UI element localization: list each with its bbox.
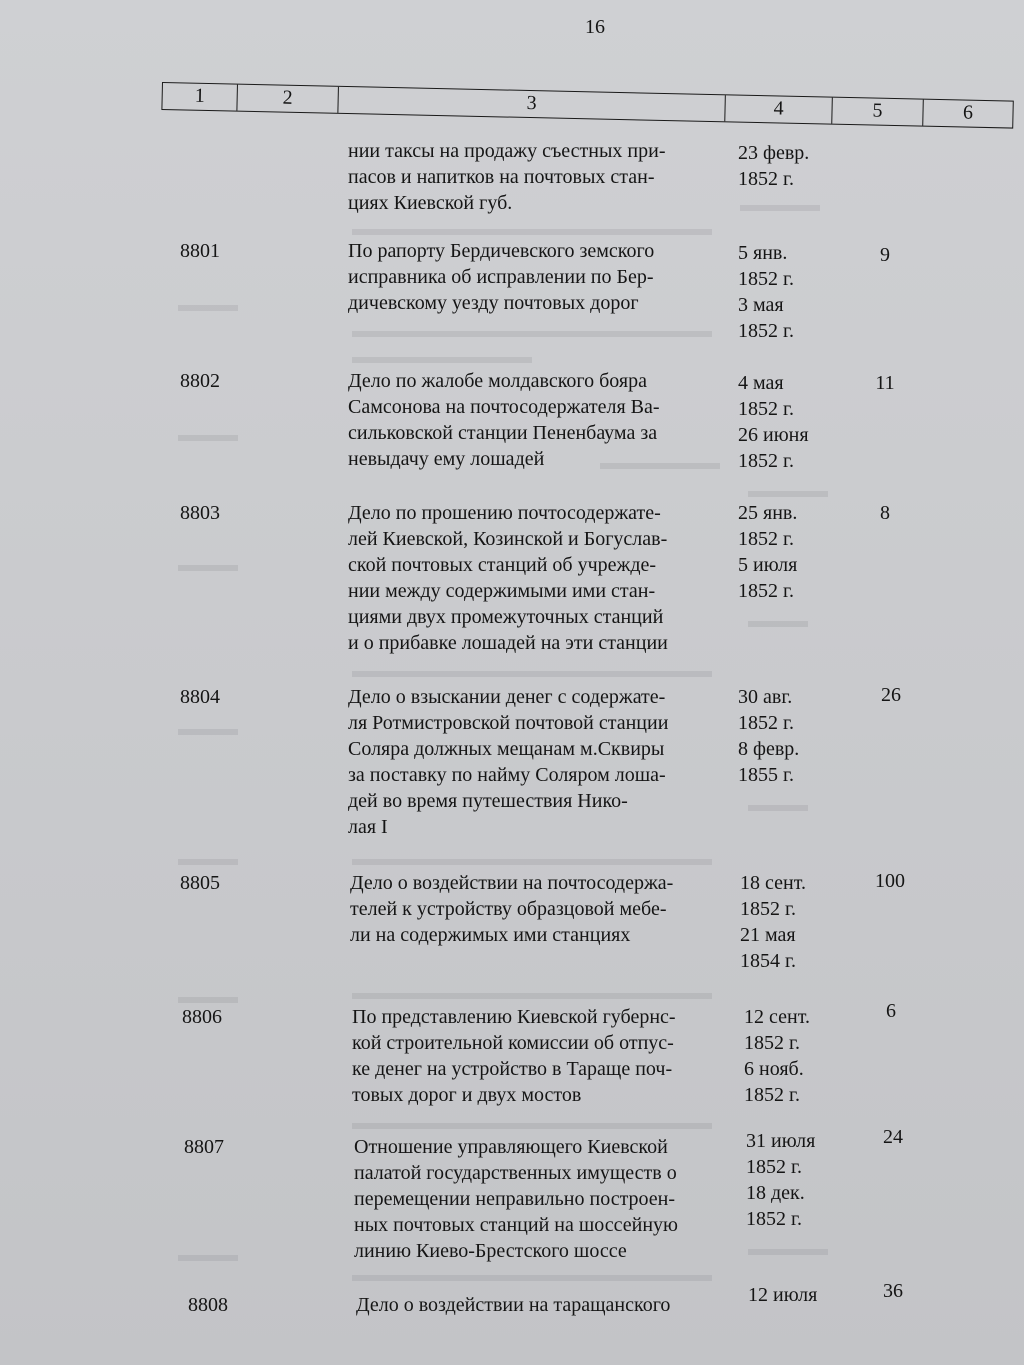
date-line: 3 мая: [738, 294, 784, 316]
title-line: По рапорту Бердичевского земского: [348, 240, 655, 262]
date-line: 12 июля: [748, 1284, 818, 1306]
row-title: [356, 1292, 736, 1318]
date-line: 23 февр.: [738, 142, 810, 164]
title-line: Дело о взыскании денег с содержате-: [348, 686, 666, 708]
date-line: 1852 г.: [744, 1084, 800, 1106]
date-line: 5 янв.: [738, 242, 788, 264]
row-number: 8806: [182, 1006, 222, 1028]
row-number: 8808: [188, 1294, 228, 1316]
date-line: 26 июня: [738, 424, 809, 446]
row-number: 8803: [180, 502, 220, 524]
title-line: и о прибавке лошадей на эти станции: [348, 632, 668, 654]
title-line: циями двух промежуточных станций: [348, 606, 664, 628]
date-line: 18 дек.: [746, 1182, 805, 1204]
row-title: [352, 1004, 732, 1108]
row-title: [348, 368, 728, 472]
row-sheets: 6: [886, 1000, 896, 1022]
date-line: 1852 г.: [738, 398, 794, 420]
title-line: Самсонова на почтосодержателя Ва-: [348, 396, 660, 418]
date-line: 6 нояб.: [744, 1058, 804, 1080]
date-line: 25 янв.: [738, 502, 798, 524]
date-line: 30 авг.: [738, 686, 793, 708]
date-line: 1852 г.: [738, 580, 794, 602]
title-line: нии таксы на продажу съестных при-: [348, 140, 666, 162]
row-sheets: 100: [875, 870, 905, 892]
title-line: дичевскому уезду почтовых дорог: [348, 292, 639, 314]
row-sheets: 9: [880, 244, 890, 266]
title-line: исправника об исправлении по Бер-: [348, 266, 654, 288]
date-line: 12 сент.: [744, 1006, 810, 1028]
title-line: дей во время путешествия Нико-: [348, 790, 628, 812]
date-line: 1854 г.: [740, 950, 796, 972]
row-number: 8807: [184, 1136, 224, 1158]
title-line: Дело о воздействии на таращанского: [356, 1294, 671, 1316]
row-title: [354, 1134, 734, 1264]
row-dates: [746, 1128, 846, 1232]
header-col-2: 2: [237, 85, 339, 113]
date-line: 1852 г.: [738, 712, 794, 734]
row-dates: [738, 240, 838, 344]
date-line: 1852 г.: [746, 1156, 802, 1178]
header-col-4: 4: [725, 95, 833, 123]
date-line: 1852 г.: [738, 320, 794, 342]
row-number: 8802: [180, 370, 220, 392]
title-line: циях Киевской губ.: [348, 192, 513, 214]
title-line: По представлению Киевской губернс-: [352, 1006, 676, 1028]
title-line: сильковской станции Пененбаума за: [348, 422, 658, 444]
date-line: 18 сент.: [740, 872, 806, 894]
title-line: телей к устройству образцовой мебе-: [350, 898, 667, 920]
page-number: 16: [585, 16, 605, 38]
date-line: 1852 г.: [738, 528, 794, 550]
header-col-1: 1: [162, 83, 238, 111]
title-line: линию Киево-Брестского шоссе: [354, 1240, 627, 1262]
row-dates: [738, 500, 838, 604]
row-dates: [744, 1004, 844, 1108]
date-line: 8 февр.: [738, 738, 800, 760]
title-line: Дело по прошению почтосодержате-: [348, 502, 661, 524]
row-dates: [738, 684, 838, 788]
date-line: 31 июля: [746, 1130, 816, 1152]
title-line: палатой государственных имуществ о: [354, 1162, 677, 1184]
title-line: ской почтовых станций об учрежде-: [348, 554, 657, 576]
title-line: нии между содержимыми ими стан-: [348, 580, 656, 602]
title-line: ли на содержимых ими станциях: [350, 924, 631, 946]
row-title: [348, 138, 728, 216]
row-number: 8801: [180, 240, 220, 262]
date-line: 21 мая: [740, 924, 796, 946]
title-line: Дело о воздействии на почтосодержа-: [350, 872, 674, 894]
row-sheets: 11: [875, 372, 895, 394]
row-dates: [748, 1282, 848, 1308]
title-line: невыдачу ему лошадей: [348, 448, 545, 470]
row-title: [348, 684, 728, 840]
row-sheets: 36: [883, 1280, 903, 1302]
row-sheets: 24: [883, 1126, 903, 1148]
title-line: ке денег на устройство в Тараще поч-: [352, 1058, 673, 1080]
date-line: 1852 г.: [744, 1032, 800, 1054]
date-line: 1852 г.: [746, 1208, 802, 1230]
title-line: Отношение управляющего Киевской: [354, 1136, 668, 1158]
title-line: Соляра должных мещанам м.Сквиры: [348, 738, 665, 760]
date-line: 1852 г.: [738, 168, 794, 190]
row-number: 8804: [180, 686, 220, 708]
header-col-5: 5: [832, 98, 924, 126]
title-line: кой строительной комиссии об отпус-: [352, 1032, 674, 1054]
row-sheets: 26: [881, 684, 901, 706]
document-page: ▬▬▬▬ ▬▬▬▬▬▬▬▬▬▬▬▬▬▬▬▬▬▬ ▬▬▬ ▬▬▬▬▬▬▬▬▬▬▬▬▬▬▬▬▬▬ ▬▬▬▬▬▬▬▬▬ ▬▬▬ ▬▬▬▬▬▬ ▬▬▬▬ ▬▬▬ ▬▬▬ ▬▬▬▬▬▬▬▬▬▬▬▬▬▬▬▬▬▬ ▬▬▬ ▬▬▬ ▬▬▬ ▬▬▬▬▬▬▬▬▬▬▬▬▬▬▬▬▬▬ ▬▬▬ ▬▬▬▬▬▬▬▬▬▬▬▬▬▬▬▬▬▬ ▬▬▬▬▬▬▬▬▬▬▬▬▬▬▬▬▬▬ ▬▬▬ ▬▬▬▬ ▬▬▬▬▬▬▬▬▬▬▬▬▬▬▬▬▬▬ 16 1 2 3 4 5 6 нии таксы на продажу съестных при- пасов и напитков на почтовых стан- циях Киевской губ. 23 февр. 1852 г. 8801 По рапорту Бердичевского земского исправника об исправлении по Бер- дичевскому уезду почтовых дорог 5 янв. 1852 г. 3 мая 1852 г. 9 8802 Дело по жалобе молдавского бояра Самсонова на почтосодержателя Ва- сильковской станции Пененбаума за невыдачу ему лошадей 4 мая 1852 г. 26 июня 1852 г. 11 8803 Дело по прошению почтосодержате- лей Киевской, Козинской и Богуслав- ской почтовых станций об учрежде- нии между содержимыми ими стан- циями двух промежуточных станций и о прибавке лошадей на эти станции 25 янв. 1852 г. 5 июля 1852 г. 8 8804 Дело о взыскании денег с содержате- ля Ротмистровской почтовой станции Соляра должных мещанам м.Сквиры за поставку по найму Соляром лоша- дей во время путешествия Нико- лая I 30 авг. 1852 г. 8 февр. 1855 г. 26 8805 Дело о воздействии на почтосодержа- телей к устройству образцовой мебе- ли на содержимых ими станциях 18 сент. 1852 г. 21 мая 1854 г. 100 8806 По представлению Киевской губернс- кой строительной комиссии об отпус- ке денег на устройство в Тараще поч- товых дорог и двух мостов 12 сент. 1852 г. 6 нояб. 1852 г. 6 8807 Отношение управляющего Киевской палатой государственных имуществ о перемещении неправильно построен- ных почтовых станций на шоссейную линию Киево-Брестского шоссе 31 июля 1852 г. 18 дек. 1852 г. 24 8808 Дело о воздействии на таращанского 12 июля 36: [0, 0, 1024, 1365]
date-line: 1852 г.: [738, 450, 794, 472]
title-line: лей Киевской, Козинской и Богуслав-: [348, 528, 668, 550]
title-line: перемещении неправильно построен-: [354, 1188, 676, 1210]
date-line: 1855 г.: [738, 764, 794, 786]
date-line: 1852 г.: [740, 898, 796, 920]
row-title: [348, 500, 728, 656]
title-line: Дело по жалобе молдавского бояра: [348, 370, 647, 392]
row-sheets: 8: [880, 502, 890, 524]
title-line: пасов и напитков на почтовых стан-: [348, 166, 655, 188]
row-dates: [738, 140, 838, 192]
title-line: за поставку по найму Соляром лоша-: [348, 764, 666, 786]
date-line: 1852 г.: [738, 268, 794, 290]
row-dates: [738, 370, 838, 474]
row-dates: [740, 870, 840, 974]
header-col-6: 6: [962, 101, 974, 124]
date-line: 4 мая: [738, 372, 784, 394]
title-line: товых дорог и двух мостов: [352, 1084, 582, 1106]
row-number: 8805: [180, 872, 220, 894]
row-title: [350, 870, 730, 948]
row-title: [348, 238, 728, 316]
header-col-3: 3: [338, 87, 725, 121]
title-line: лая I: [348, 816, 388, 838]
title-line: ля Ротмистровской почтовой станции: [348, 712, 669, 734]
title-line: ных почтовых станций на шоссейную: [354, 1214, 678, 1236]
date-line: 5 июля: [738, 554, 798, 576]
